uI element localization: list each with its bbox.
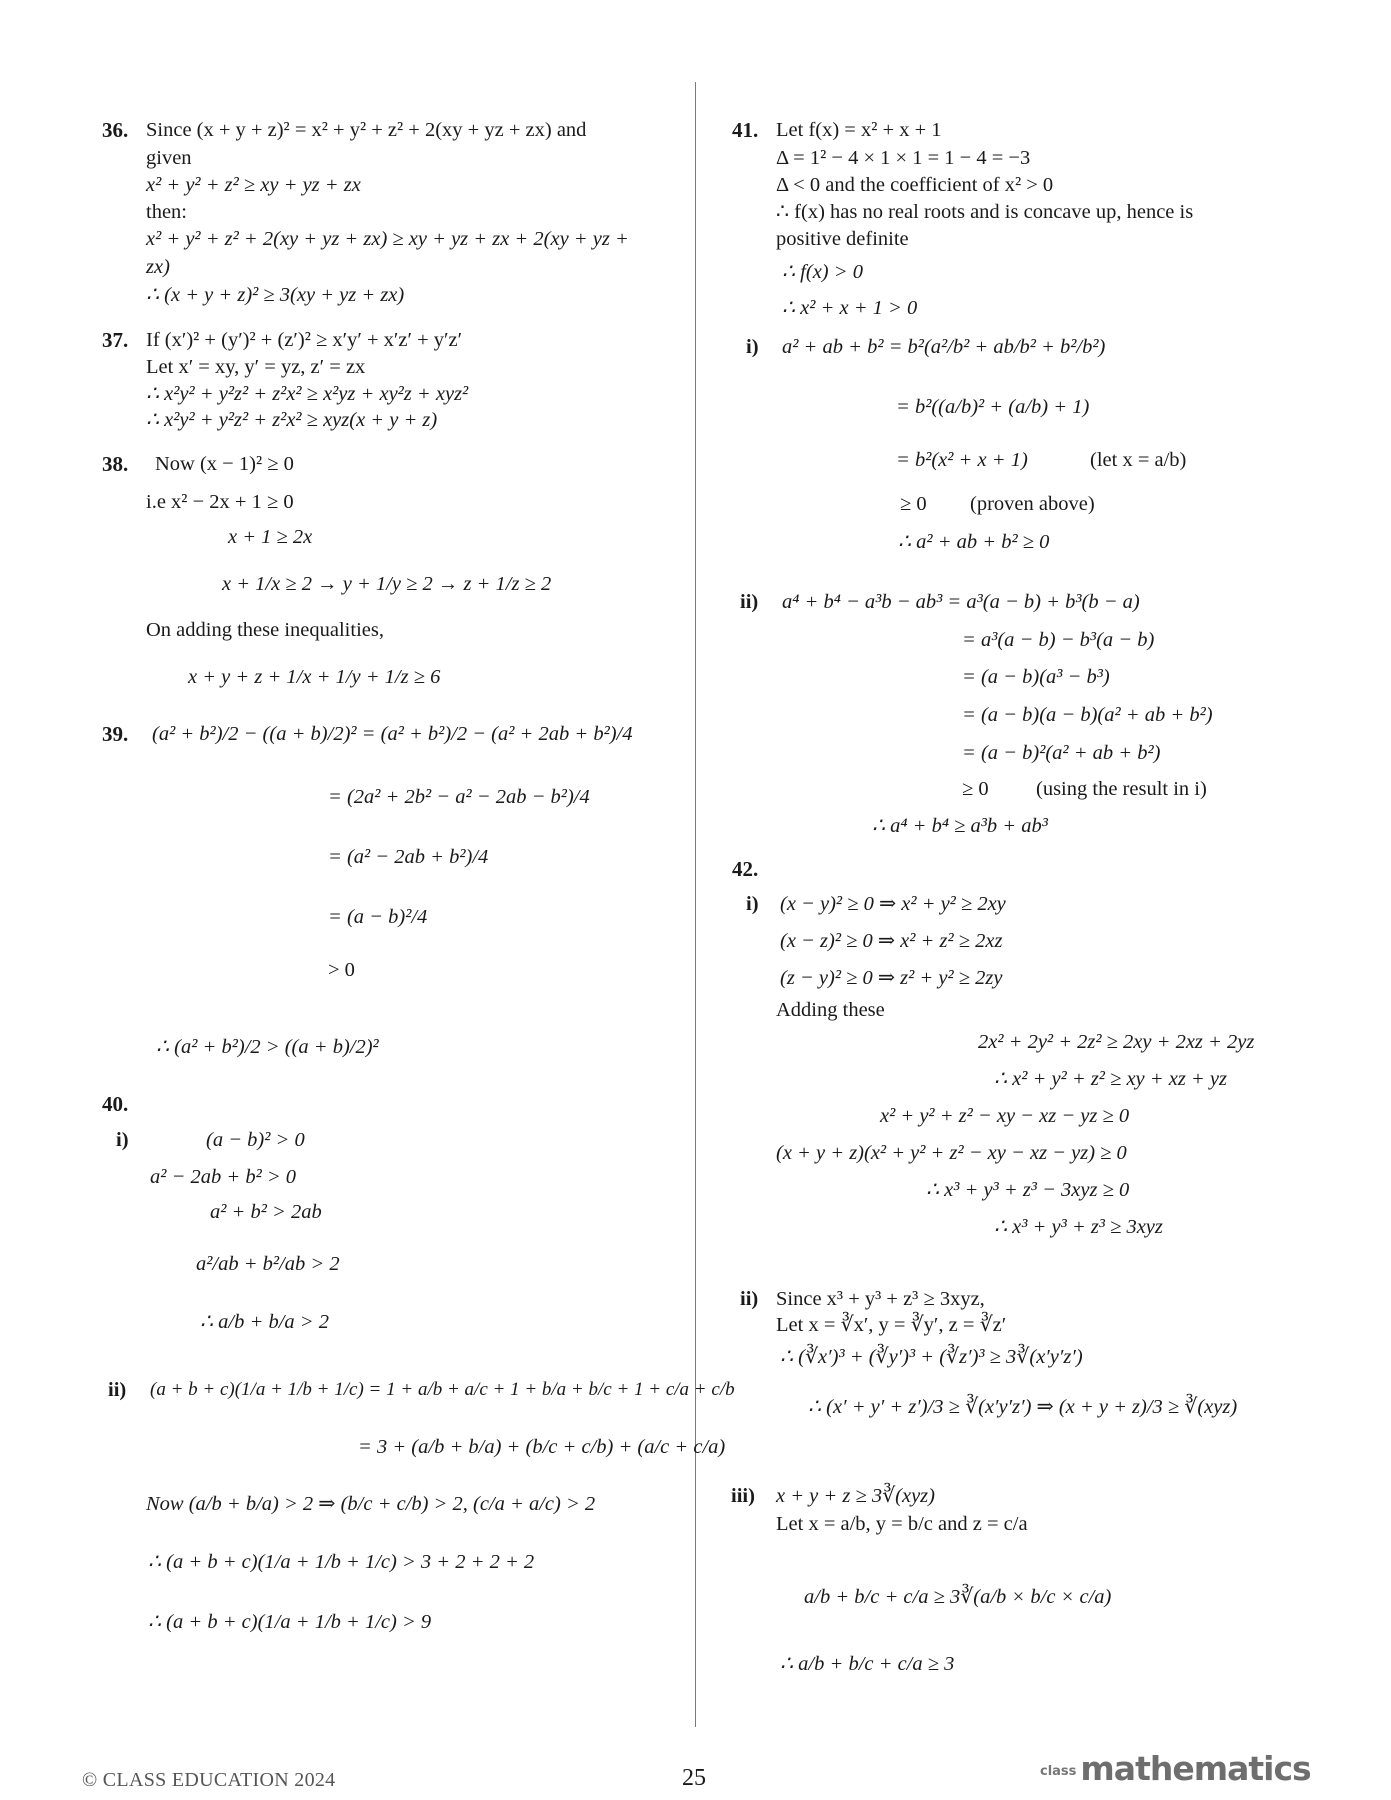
q40-ii-line: = 3 + (a/b + b/a) + (b/c + c/b) + (a/c + c/a) [358,1436,726,1458]
q42-ii-line: ∴ (x′ + y′ + z′)/3 ≥ ∛(x′y′z′) ⇒ (x + y + z)/3 ≥ ∛(xyz) [808,1396,1238,1418]
q41-ii-line: = a³(a − b) − b³(a − b) [962,629,1155,651]
question-number-42: 42. [732,857,759,881]
q42-ii-line: Since x³ + y³ + z³ ≥ 3xyz, [776,1288,985,1310]
q42-i-line: ∴ x² + y² + z² ≥ xy + xz + yz [994,1068,1227,1090]
q36-line: given [146,147,192,169]
q38-line: On adding these inequalities, [146,619,384,641]
q42-ii-line: ∴ (∛x′)³ + (∛y′)³ + (∛z′)³ ≥ 3∛(x′y′z′) [780,1346,1083,1368]
question-number-41: 41. [732,118,759,142]
q42-i-line: (x + y + z)(x² + y² + z² − xy − xz − yz) ≥ 0 [776,1142,1127,1164]
q41-line: Let f(x) = x² + x + 1 [776,119,942,141]
q41-i-line: a² + ab + b² = b²(a²/b² + ab/b² + b²/b²) [782,336,1106,358]
q42-part-iii-label: iii) [731,1485,755,1507]
question-number-37: 37. [102,328,129,352]
q36-line: Since (x + y + z)² = x² + y² + z² + 2(xy + yz + zx) and [146,119,587,141]
q41-ii-line: = (a − b)²(a² + ab + b²) [962,742,1161,764]
q42-i-line: (x − y)² ≥ 0 ⇒ x² + y² ≥ 2xy [780,893,1006,915]
q41-line: ∴ x² + x + 1 > 0 [782,297,918,319]
q37-line: If (x′)² + (y′)² + (z′)² ≥ x′y′ + x′z′ + y′z′ [146,329,463,351]
q41-ii-note: (using the result in i) [1036,778,1207,800]
q38-line: Now (x − 1)² ≥ 0 [155,453,294,475]
q39-line: = (a − b)²/4 [328,906,428,928]
q41-line: Δ = 1² − 4 × 1 × 1 = 1 − 4 = −3 [776,147,1031,169]
q36-line: then: [146,201,187,223]
q41-ii-line: ≥ 0 [962,778,989,800]
q41-part-i-label: i) [746,336,759,358]
q41-i-note: (let x = a/b) [1090,449,1187,471]
q39-line: > 0 [328,959,355,981]
page-number: 25 [682,1765,706,1791]
q42-i-line: 2x² + 2y² + 2z² ≥ 2xy + 2xz + 2yz [978,1031,1255,1053]
q41-line: ∴ f(x) > 0 [782,261,863,283]
q40-ii-line: Now (a/b + b/a) > 2 ⇒ (b/c + c/b) > 2, (c/a + a/c) > 2 [146,1493,596,1515]
q36-line: zx) [146,256,170,278]
q39-line: = (2a² + 2b² − a² − 2ab − b²)/4 [328,786,590,808]
q41-i-line: = b²(x² + x + 1) [896,449,1028,471]
question-number-39: 39. [102,722,129,746]
q42-i-line: x² + y² + z² − xy − xz − yz ≥ 0 [880,1105,1130,1127]
q36-line: ∴ (x + y + z)² ≥ 3(xy + yz + zx) [146,284,405,306]
question-number-38: 38. [102,452,129,476]
class-mathematics-logo [1040,1742,1310,1788]
q40-ii-line: ∴ (a + b + c)(1/a + 1/b + 1/c) > 3 + 2 + 2 + 2 [148,1551,535,1573]
q42-iii-line: x + y + z ≥ 3∛(xyz) [776,1485,935,1507]
q39-line: = (a² − 2ab + b²)/4 [328,846,489,868]
q38-line: x + 1 ≥ 2x [228,526,313,548]
q41-line: Δ < 0 and the coefficient of x² > 0 [776,174,1054,196]
q39-line: ∴ (a² + b²)/2 > ((a + b)/2)² [156,1036,379,1058]
q40-part-ii-label: ii) [108,1379,127,1401]
q37-line: ∴ x²y² + y²z² + z²x² ≥ x²yz + xy²z + xyz² [146,383,469,405]
q41-part-ii-label: ii) [740,591,759,613]
column-divider [695,82,696,1727]
q42-i-line: Adding these [776,999,885,1021]
q42-part-i-label: i) [746,893,759,915]
q38-line: x + 1/x ≥ 2 → y + 1/y ≥ 2 → z + 1/z ≥ 2 [222,573,552,595]
q37-line: ∴ x²y² + y²z² + z²x² ≥ xyz(x + y + z) [146,409,438,431]
q41-i-line: ∴ a² + ab + b² ≥ 0 [898,531,1050,553]
q40-i-line: a² − 2ab + b² > 0 [150,1166,297,1188]
q41-ii-line: = (a − b)(a − b)(a² + ab + b²) [962,704,1213,726]
q42-i-line: ∴ x³ + y³ + z³ − 3xyz ≥ 0 [926,1179,1130,1201]
q42-i-line: (z − y)² ≥ 0 ⇒ z² + y² ≥ 2zy [780,967,1003,989]
q41-i-note: (proven above) [970,493,1095,515]
question-number-40: 40. [102,1092,129,1116]
q38-line: i.e x² − 2x + 1 ≥ 0 [146,491,294,513]
q41-ii-line: = (a − b)(a³ − b³) [962,666,1110,688]
q41-ii-line: a⁴ + b⁴ − a³b − ab³ = a³(a − b) + b³(b − a) [782,591,1140,613]
q42-iii-line: Let x = a/b, y = b/c and z = c/a [776,1513,1028,1535]
q40-i-line: a²/ab + b²/ab > 2 [196,1253,340,1275]
q42-iii-line: ∴ a/b + b/c + c/a ≥ 3 [780,1653,955,1675]
copyright-notice: © CLASS EDUCATION 2024 [82,1769,336,1791]
q41-i-line: ≥ 0 [900,493,927,515]
q42-part-ii-label: ii) [740,1288,759,1310]
q41-i-line: = b²((a/b)² + (a/b) + 1) [896,396,1090,418]
q41-line: ∴ f(x) has no real roots and is concave up, hence is [776,201,1194,223]
question-number-36: 36. [102,118,129,142]
q42-i-line: (x − z)² ≥ 0 ⇒ x² + z² ≥ 2xz [780,930,1003,952]
q41-ii-line: ∴ a⁴ + b⁴ ≥ a³b + ab³ [872,815,1048,837]
q40-i-line: ∴ a/b + b/a > 2 [200,1311,329,1333]
q39-line: (a² + b²)/2 − ((a + b)/2)² = (a² + b²)/2 − (a² + 2ab + b²)/4 [152,723,633,745]
q41-line: positive definite [776,228,909,250]
q42-i-line: ∴ x³ + y³ + z³ ≥ 3xyz [994,1216,1163,1238]
q36-line: x² + y² + z² ≥ xy + yz + zx [146,174,361,196]
q42-iii-line: a/b + b/c + c/a ≥ 3∛(a/b × b/c × c/a) [804,1586,1112,1608]
q37-line: Let x′ = xy, y′ = yz, z′ = zx [146,356,366,378]
logo-class-text: class [1040,1764,1077,1779]
q42-ii-line: Let x = ∛x′, y = ∛y′, z = ∛z′ [776,1314,1007,1336]
q40-part-i-label: i) [116,1129,129,1151]
q40-i-line: a² + b² > 2ab [210,1201,322,1223]
q38-line: x + y + z + 1/x + 1/y + 1/z ≥ 6 [188,666,441,688]
q36-line: x² + y² + z² + 2(xy + yz + zx) ≥ xy + yz + zx + 2(xy + yz + [146,228,629,250]
logo-mathematics-text: mathematics [1080,1749,1311,1788]
q40-ii-line: (a + b + c)(1/a + 1/b + 1/c) = 1 + a/b + a/c + 1 + b/a + b/c + 1 + c/a + c/b [150,1379,735,1400]
q40-i-line: (a − b)² > 0 [206,1129,305,1151]
q40-ii-line: ∴ (a + b + c)(1/a + 1/b + 1/c) > 9 [148,1611,432,1633]
